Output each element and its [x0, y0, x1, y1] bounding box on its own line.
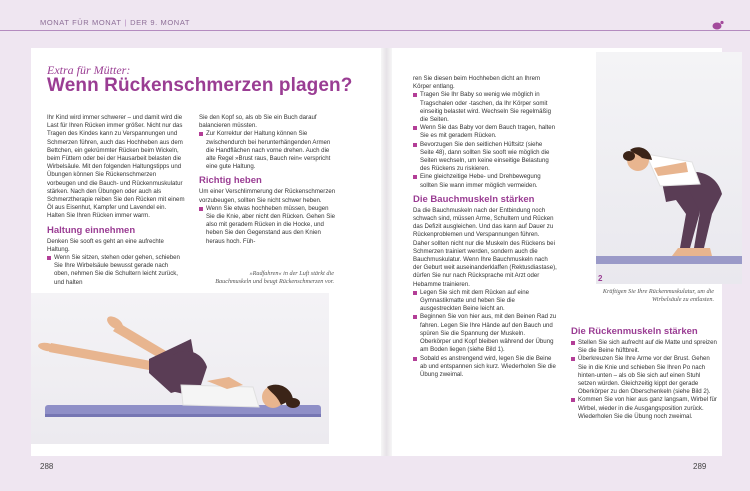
- bullet-item: Zur Korrektur der Haltung können Sie zwischendurch bei herunterhängenden Armen die Handflächen nach vorne drehen. Auch die alte Regel »Brust raus, Bauch rein« verspricht eine gute Haltung.: [199, 130, 337, 171]
- column-4: [571, 322, 717, 421]
- bullet-item: Wenn Sie etwas hochheben müssen, beugen Sie die Knie, aber nicht den Rücken. Gehen Sie also mit geradem Rücken in die Hocke, und heben Sie den Gegenstand aus den Knien heraus hoch. Füh-: [199, 205, 337, 246]
- bullet-item: Sobald es anstrengend wird, legen Sie die Beine ab und entspannen sich kurz. Wiederholen Sie die Übung zweimal.: [413, 355, 557, 380]
- heading-heben: Richtig heben: [199, 175, 262, 187]
- bullet-item: Legen Sie sich mit dem Rücken auf eine Gymnastikmatte und heben Sie die ausgestreckten Beine leicht an.: [413, 289, 557, 314]
- paragraph: ren Sie diesen beim Hochheben dicht an Ihrem Körper entlang.: [413, 75, 541, 91]
- publisher-logo-icon: [712, 20, 724, 30]
- column-1: [47, 114, 185, 287]
- woman-cycling-illustration: [31, 293, 329, 444]
- bullet-item: Stellen Sie sich aufrecht auf die Matte und spreizen Sie die Beine hüftbreit.: [571, 339, 717, 355]
- paragraph: Um einer Verschlimmerung der Rückenschmerzen vorzubeugen, sollten Sie nicht schwer heben.: [199, 188, 336, 204]
- heading-haltung: Haltung einnehmen: [47, 224, 136, 236]
- kicker: Extra für Mütter:: [47, 63, 131, 77]
- heading-rueckenmuskeln: Die Rückenmuskeln stärken: [571, 326, 698, 337]
- bullet-item: Wenn Sie sitzen, stehen oder gehen, schieben Sie Ihre Wirbelsäule bewusst gerade nach oben, nehmen Sie die Schultern leicht zurück, und halten: [47, 254, 185, 287]
- bullet-item: Eine gleichzeitige Hebe- und Drehbewegung sollten Sie wann immer möglich vermeiden.: [413, 173, 557, 189]
- header-rule: [0, 30, 750, 31]
- woman-squat-illustration: [596, 52, 742, 284]
- figure-number-2: 2: [598, 274, 603, 283]
- bullet-item: Überkreuzen Sie Ihre Arme vor der Brust. Gehen Sie in die Knie und schieben Sie Ihren Po nach hinten-unten – als ob Sie sich auf einen Stuhl setzen würden. Gleichzeitig kippt der gerade Oberkörper zu den Oberschenkeln (siehe Bild 2).: [571, 355, 717, 396]
- book-spine: [381, 48, 392, 456]
- photo-exercise-1: [31, 293, 329, 444]
- bullet-item: Bevorzugen Sie den seitlichen Hüftsitz (siehe Seite 48), dann sollten Sie sooft wie möglich die Seiten wechseln, um keine einseitige Belastung des Rückens zu riskieren.: [413, 141, 557, 174]
- bullet-item: Beginnen Sie von hier aus, mit den Beinen Rad zu fahren. Legen Sie Ihre Hände auf den Bauch und spüren Sie die Spannung der Muskeln. Oberkörper und Kopf bleiben während der Übung am Boden liegen (siehe Bild 1).: [413, 313, 557, 354]
- caption-2: Kräftigen Sie Ihre Rückenmuskulatur, um die Wirbelsäule zu entlasten.: [602, 288, 714, 303]
- column-2: [199, 114, 337, 246]
- running-head: MONAT FÜR MONAT | DER 9. MONAT: [40, 18, 191, 27]
- page-title: Wenn Rückenschmerzen plagen?: [47, 75, 353, 96]
- caption-1: »Radfahren« in der Luft stärkt die Bauchmuskeln und beugt Rückenschmerzen vor.: [215, 270, 334, 285]
- page-number-left: 288: [40, 462, 54, 471]
- heading-bauchmuskeln: Die Bauchmuskeln stärken: [413, 193, 535, 205]
- bullet-item: Kommen Sie von hier aus ganz langsam, Wirbel für Wirbel, wieder in die Ausgangsposition zurück. Wiederholen Sie die Übung noch zweimal.: [571, 396, 717, 421]
- column-3: [413, 75, 557, 379]
- page-number-right: 289: [693, 462, 707, 471]
- running-head-section: MONAT FÜR MONAT: [40, 18, 122, 27]
- paragraph: Da die Bauchmuskeln nach der Entbindung noch schwach sind, müssen Arme, Schultern und Rücken das Defizit ausgleichen. Und das kann auf Dauer zu Rückenproblemen und Verspannungen führen. Daher sollten nicht nur die Muskeln des Rückens bei Schmerzen trainiert werden, sondern auch die Bauchmuskulatur. Wenn Ihre Bauchmuskeln nach der Geburt weit auseinanderklaffen (Rektusdiastase), dürfen Sie nur nach Rücksprache mit Arzt oder Hebamme trainieren.: [413, 206, 557, 288]
- paragraph: Sie den Kopf so, als ob Sie ein Buch darauf balancieren müssten.: [199, 114, 317, 130]
- running-head-chapter: DER 9. MONAT: [130, 18, 191, 27]
- bullet-item: Tragen Sie Ihr Baby so wenig wie möglich in Tragschalen oder -taschen, da Ihr Körper somit einseitig belastet wird. Wechseln Sie regelmäßig die Seiten.: [413, 91, 557, 124]
- paragraph: Denken Sie sooft es geht an eine aufrechte Haltung.: [47, 237, 164, 253]
- bullet-item: Wenn Sie das Baby vor dem Bauch tragen, halten Sie es mit geradem Rücken.: [413, 124, 557, 140]
- photo-exercise-2: [596, 52, 742, 284]
- intro-paragraph: Ihr Kind wird immer schwerer – und damit wird die Last für Ihren Rücken immer größer. Nicht nur das Tragen des Kindes kann zu Verspannungen und Schmerzen führen, auch das Hochheben aus dem Bettchen, ein gekrümmter Rücken beim Wickeln, beim Füttern oder bei der Hausarbeit belasten die Wirbelsäule. Mit den folgenden Haltungstipps und Übungen können Sie Rückenschmerzen vorbeugen und die Bauch- und Rückenmuskulatur stärken. Nach den Übungen oder auch als Schmerztherapie reiben Sie den Rücken mit einem Öl aus Eisenhut, Kampfer und Lavendel ein. Halten Sie Ihren Rücken immer warm.: [47, 114, 185, 220]
